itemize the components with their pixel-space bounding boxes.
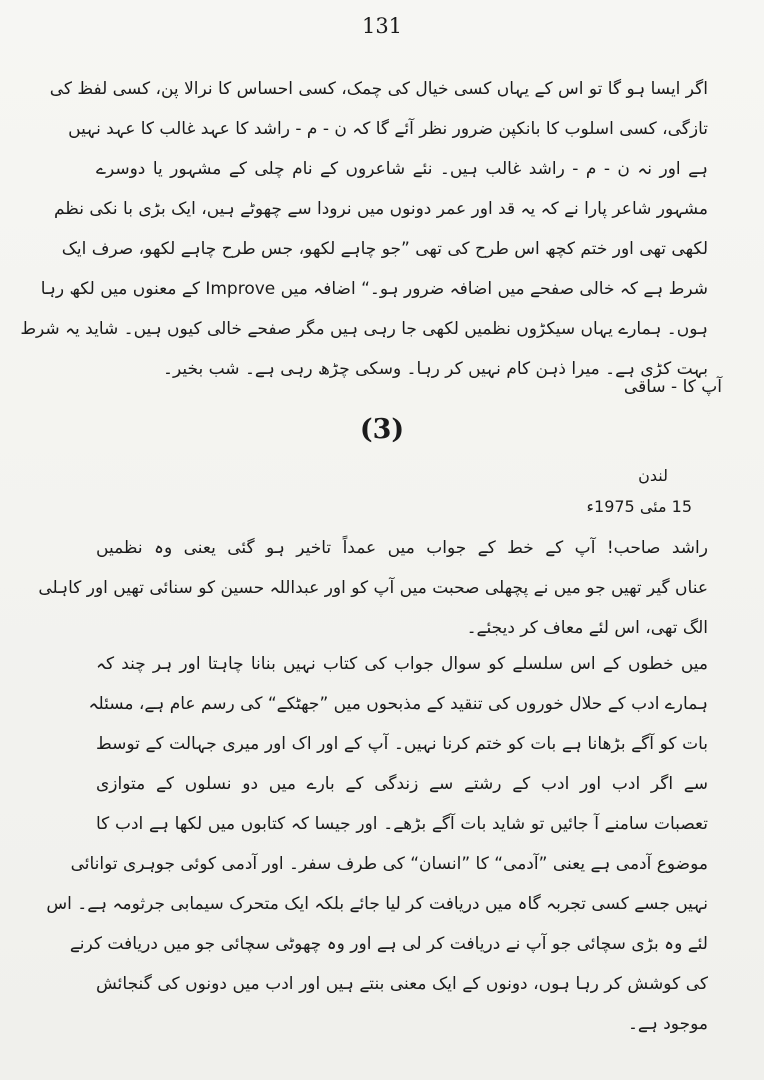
text-line: لکھی تھی اور ختم کچھ اس طرح کی تھی ”جو چاہے لکھو، جس طرح چاہے لکھو، صرف ایک <box>61 239 708 259</box>
text-line: عناں گیر تھیں جو میں نے پچھلی صحبت میں آپ کو اور عبداللہ حسین کو سنائی تھیں اور کاہلی <box>38 578 708 598</box>
text-line: لئے وہ بڑی سچائی جو آپ نے دریافت کر لی ہے اور وہ چھوٹی سچائی جو میں دریافت کرنے <box>69 934 708 954</box>
paragraph-continuation <box>20 77 708 397</box>
text-line: ہوں۔ ہمارے یہاں سیکڑوں نظمیں لکھی جا رہی ہیں مگر صفحے خالی کیوں ہیں۔ شاید یہ شرط <box>20 319 708 339</box>
text-line: شرط ہے کہ خالی صفحے میں اضافہ ضرور ہو۔“ اضافہ میں Improve کے معنوں میں لکھ رہا <box>40 279 708 299</box>
text-line: اگر ایسا ہو گا تو اس کے یہاں کسی خیال کی چمک، کسی احساس کا نرالا پن، کسی لفظ کی <box>49 79 708 99</box>
letter-place: لندن <box>638 466 668 485</box>
signature: آپ کا - ساقی <box>623 377 722 397</box>
paragraph-salutation <box>38 536 708 656</box>
text-line: میں خطوں کے اس سلسلے کو سوال جواب کی کتاب نہیں بنانا چاہتا اور ہر چند کہ <box>96 654 708 674</box>
text-line: ہمارے ادب کے حلال خوروں کی تنقید کے مذبحوں میں ”جھٹکے“ کی رسم عام ہے، مسئلہ <box>88 694 708 714</box>
text-line: الگ تھی، اس لئے معاف کر دیجئے۔ <box>466 618 708 638</box>
text-line: کی کوشش کر رہا ہوں، دونوں کے ایک معنی بنتے ہیں اور ادب میں دونوں کی گنجائش <box>96 974 708 994</box>
text-line: نہیں جسے کسی تجربہ گاہ میں دریافت کر لیا جائے بلکہ ایک متحرک سیمابی جرثومہ ہے۔ اس <box>46 894 708 914</box>
text-line: موضوع آدمی ہے یعنی ”آدمی“ کا ”انسان“ کی طرف سفر۔ اور آدمی کوئی جوہری توانائی <box>70 854 708 874</box>
text-line: موجود ہے۔ <box>627 1014 708 1034</box>
text-line: تازگی، کسی اسلوب کا بانکپن ضرور نظر آئے گا کہ ن - م - راشد کا عہد غالب کا عہد نہیں <box>68 119 708 139</box>
paragraph-main <box>46 652 708 1052</box>
text-line: بہت کڑی ہے۔ میرا ذہن کام نہیں کر رہا۔ وسکی چڑھ رہی ہے۔ شب بخیر۔ <box>163 359 708 379</box>
text-line: تعصبات سامنے آ جائیں تو شاید بات آگے بڑھے۔ اور جیسا کہ کتابوں میں لکھا ہے ادب کا <box>96 814 708 834</box>
text-line: بات کو آگے بڑھانا ہے بات کو ختم کرنا نہیں۔ آپ کے اور اک اور میری جہالت کے توسط <box>96 734 708 754</box>
page-number: 131 <box>361 14 403 38</box>
letter-number: (3) <box>359 414 405 445</box>
text-line: ہے اور نہ ن - م - راشد غالب ہیں۔ نئے شاعروں کے نام چلی کے مشہور یا دوسرے <box>96 159 708 179</box>
letter-date: 15 مئی 1975ء <box>586 497 692 516</box>
text-line: مشہور شاعر پارا نے کہ یہ قد اور عمر دونوں میں نرودا سے چھوٹے ہیں، ایک بڑی با نکی نظم <box>53 199 708 219</box>
text-line: راشد صاحب! آپ کے خط کے جواب میں عمداً تاخیر ہو گئی یعنی وہ نظمیں <box>96 538 708 558</box>
text-line: سے اگر ادب اور ادب کے رشتے سے زندگی کے بارے میں دو نسلوں کے متوازی <box>96 774 708 794</box>
